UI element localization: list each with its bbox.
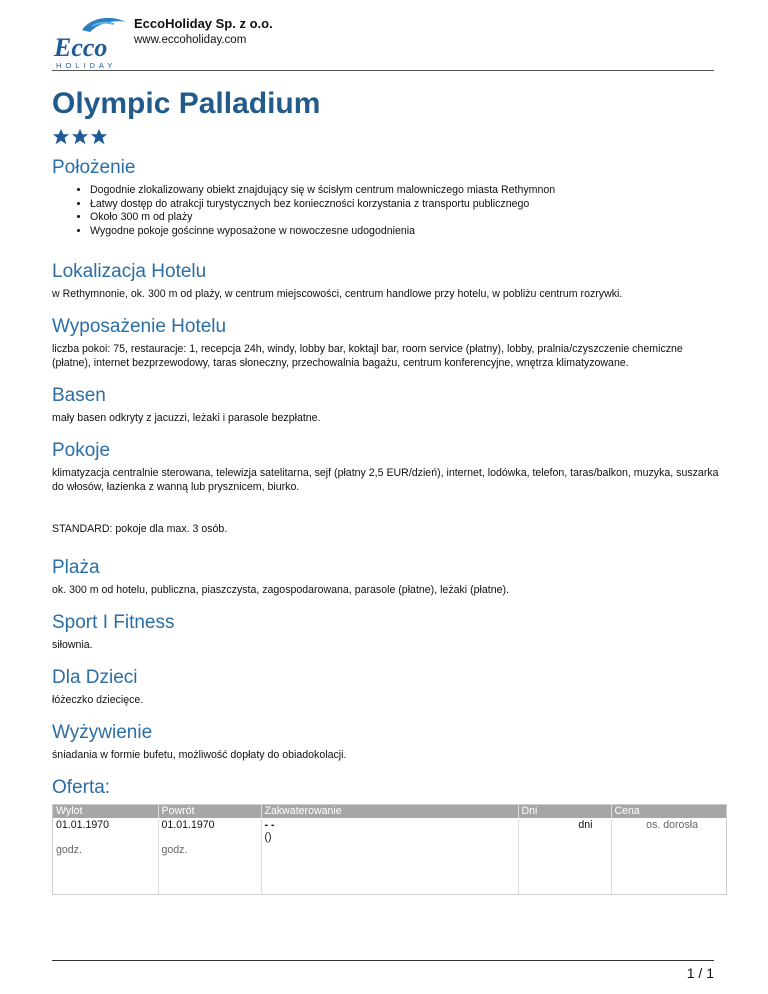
column-header-cena: Cena <box>611 805 726 818</box>
section-text: liczba pokoi: 75, restauracje: 1, recepcja 24h, windy, lobby bar, koktajl bar, room service (płatny), lobby, pralnia/czyszczenie chemiczne (płatne), internet bezprzewodowy, taras słoneczny, przechowalnia bagażu, centrum konferencyjne, wnętrza klimatyzowane. <box>52 343 683 369</box>
star-icon <box>90 128 108 146</box>
section-text-standard: STANDARD: pokoje dla max. 3 osób. <box>52 523 228 535</box>
cell-zakwaterowanie <box>261 818 518 894</box>
column-header-wylot: Wylot <box>53 805 158 818</box>
powrot-time: godz. <box>161 844 188 856</box>
list-item: • Około 300 m od plaży <box>90 211 722 225</box>
star-icon <box>52 128 70 146</box>
cell-dni <box>518 818 611 894</box>
hotel-name: Olympic Palladium <box>52 87 321 120</box>
column-header-zakwaterowanie: Zakwaterowanie <box>261 805 518 818</box>
section-dzieci <box>52 666 722 707</box>
section-lokalizacja <box>52 260 722 301</box>
section-text: ok. 300 m od hotelu, publiczna, piaszczysta, zagospodarowana, parasole (płatne), leżaki (płatne). <box>52 584 509 596</box>
hotel-content <box>52 84 722 895</box>
section-title: Plaża <box>52 557 100 578</box>
section-plaza <box>52 556 722 597</box>
logo-text: Ecco <box>54 33 108 62</box>
section-title: Położenie <box>52 157 136 178</box>
column-header-powrot: Powrót <box>158 805 261 818</box>
table-row <box>53 818 726 894</box>
section-polozenie <box>52 156 722 238</box>
logo-subtext: HOLIDAY <box>56 61 117 70</box>
cell-cena <box>611 818 726 894</box>
section-basen <box>52 384 722 425</box>
section-title: Basen <box>52 385 106 406</box>
section-pokoje <box>52 439 722 536</box>
company-website: www.eccoholiday.com <box>134 34 247 46</box>
section-text: siłownia. <box>52 639 93 651</box>
cell-wylot <box>53 818 158 894</box>
page-number: 1 / 1 <box>686 965 714 981</box>
section-text: śniadania w formie bufetu, możliwość dopłaty do obiadokolacji. <box>52 749 347 761</box>
hotel-stars <box>52 128 722 148</box>
wylot-date: 01.01.1970 <box>56 819 110 831</box>
section-oferta <box>52 776 722 895</box>
ecco-holiday-logo <box>52 12 130 70</box>
section-title: Wyżywienie <box>52 722 153 743</box>
section-title: Dla Dzieci <box>52 667 138 688</box>
zakwaterowanie-line1: - - <box>264 819 275 831</box>
footer-divider <box>52 960 714 961</box>
table-header-row <box>53 805 726 818</box>
powrot-date: 01.01.1970 <box>161 819 215 831</box>
location-highlights <box>52 184 722 238</box>
column-header-dni: Dni <box>518 805 611 818</box>
list-item: • Łatwy dostęp do atrakcji turystycznych bez konieczności korzystania z transportu publicznego <box>90 198 722 212</box>
dni-value: dni <box>578 819 593 831</box>
section-wyzywienie <box>52 721 722 762</box>
section-wyposazenie <box>52 315 722 370</box>
list-item: • Dogodnie zlokalizowany obiekt znajdujący się w ścisłym centrum malowniczego miasta Rethymnon <box>90 184 722 198</box>
section-title: Oferta: <box>52 777 111 798</box>
wylot-time: godz. <box>56 844 82 856</box>
section-title: Pokoje <box>52 440 111 461</box>
section-text: klimatyzacja centralnie sterowana, telewizja satelitarna, sejf (płatny 2,5 EUR/dzień), internet, lodówka, telefon, taras/balkon, muzyka, suszarka do włosów, łazienka z wanną lub prysznicem, biurko. <box>52 467 719 493</box>
section-text: w Rethymnonie, ok. 300 m od plaży, w centrum miejscowości, centrum handlowe przy hotelu, w pobliżu centrum rozrywki. <box>52 288 623 300</box>
section-text: mały basen odkryty z jacuzzi, leżaki i parasole bezpłatne. <box>52 412 321 424</box>
section-title: Wyposażenie Hotelu <box>52 316 227 337</box>
document-header <box>52 12 714 71</box>
offer-table <box>52 804 727 895</box>
zakwaterowanie-line2: () <box>264 831 272 843</box>
section-title: Lokalizacja Hotelu <box>52 261 207 282</box>
star-icon <box>71 128 89 146</box>
company-name: EccoHoliday Sp. z o.o. <box>134 16 273 31</box>
section-text: łóżeczko dziecięce. <box>52 694 144 706</box>
section-sport <box>52 611 722 652</box>
list-item: • Wygodne pokoje gościnne wyposażone w nowoczesne udogodnienia <box>90 225 722 239</box>
cell-powrot <box>158 818 261 894</box>
cena-value: os. dorosła <box>646 819 698 831</box>
section-title: Sport I Fitness <box>52 612 175 633</box>
